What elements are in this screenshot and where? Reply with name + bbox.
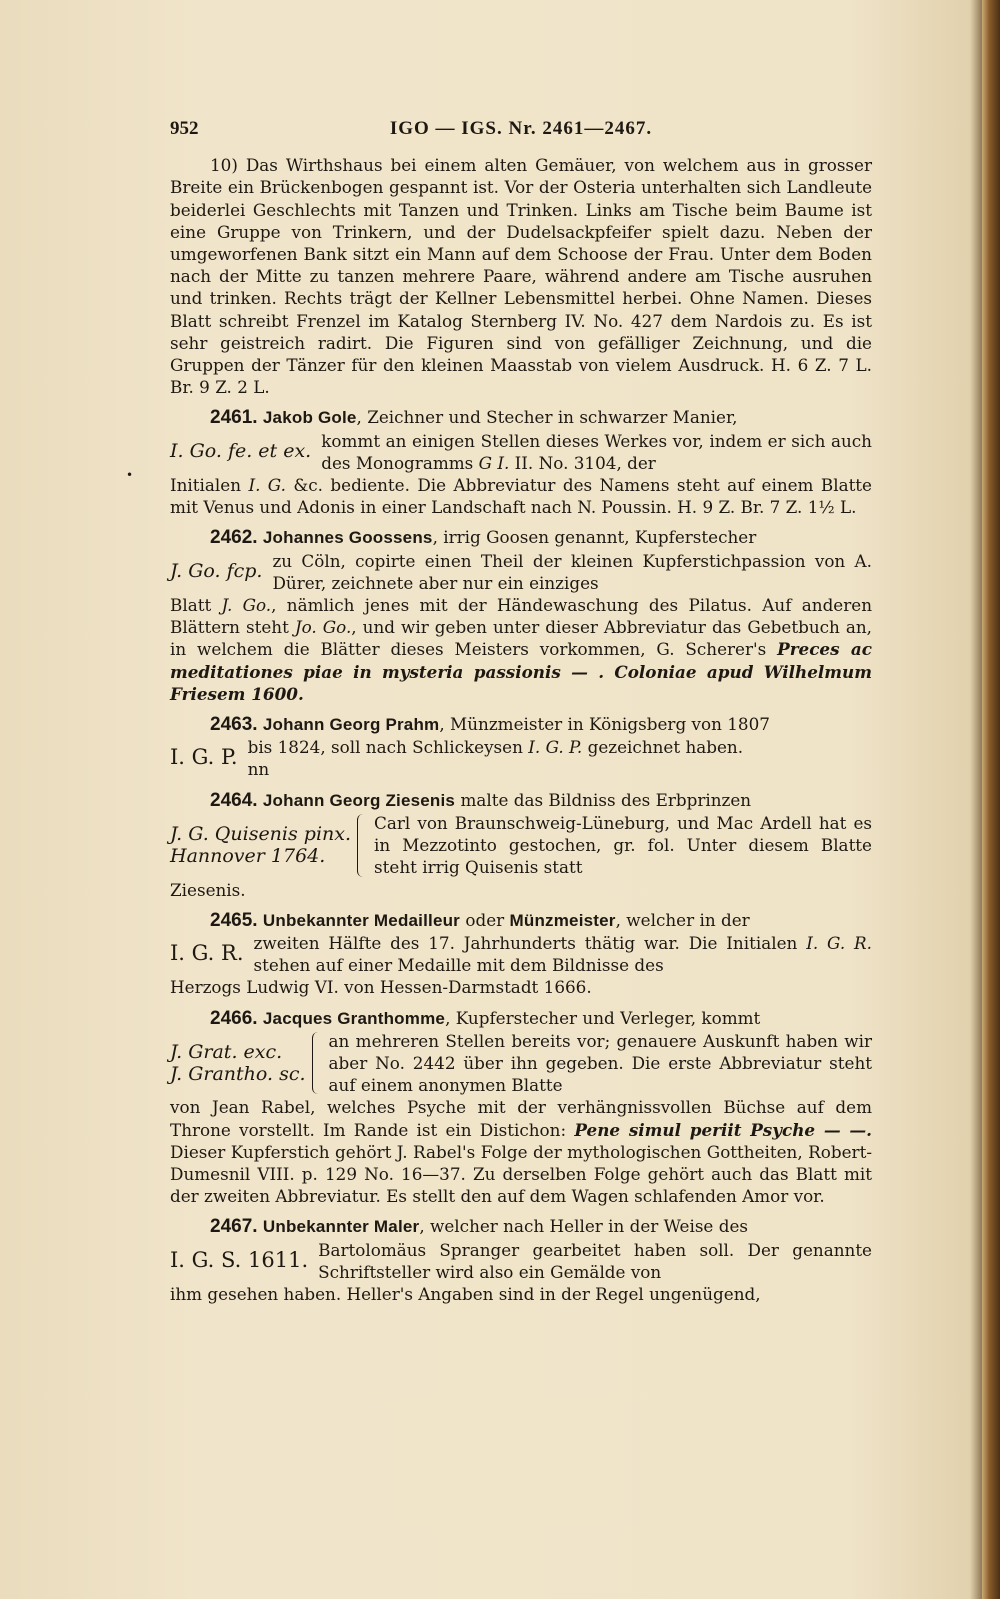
curly-brace bbox=[312, 1032, 323, 1095]
entry-number: 2461. bbox=[210, 407, 258, 429]
page-header bbox=[170, 118, 872, 140]
intro-paragraph: 10) Das Wirthshaus bei einem alten Gemäuer, von welchem aus in grosser Breite ein Brückenbogen gespannt ist. Vor der Osteria unterhalten sich Landleute beiderlei Geschlechts mit Tanzen und Trinken. Links am Tische beim Baume ist eine Gruppe von Trinkern, und der Dudelsackpfeifer spielt dazu. Neben der umgeworfenen Bank sitzt ein Mann auf dem Schoose der Frau. Unter dem Boden nach der Mitte zu tanzen mehrere Paare, während andere am Tische ausruhen und trinken. Rechts trägt der Kellner Lebensmittel herbei. Ohne Namen. Dieses Blatt schreibt Frenzel im Katalog Sternberg IV. No. 427 dem Nardois zu. Es ist sehr geistreich radirt. Die Figuren sind von gefälliger Zeichnung, und die Gruppen der Tänzer für den kleinen Maasstab von vielem Ausdruck. H. 6 Z. 7 L. Br. 9 Z. 2 L. bbox=[170, 155, 872, 398]
text-span: Dieser Kupferstich gehört J. Rabel's Folge der mythologischen Gottheiten, Robert-Dumesnil VIII. p. 129 No. 16—37. Zu derselben Folge gehört auch das Blatt mit der zweiten Abbreviatur. Es stellt den auf dem Wagen schlafenden Amor vor. bbox=[170, 1141, 872, 1207]
entry-name: Jacques Granthomme bbox=[262, 1008, 446, 1028]
entry-number: 2465. bbox=[210, 909, 258, 931]
entry-2466 bbox=[170, 1007, 872, 1208]
monogram: I. G. R. bbox=[170, 940, 244, 965]
monogram: Hannover 1764. bbox=[170, 845, 326, 868]
monogram-row bbox=[170, 736, 872, 780]
entry-heading bbox=[170, 789, 872, 812]
text-span: , nämlich jenes mit der Händewaschung des Pilatus. Auf anderen Blättern steht bbox=[170, 595, 872, 638]
text-span: &c. bediente. Die Abbreviatur des Namens steht auf einem Blatte mit Venus und Adonis in einer Landschaft nach N. Poussin. H. 9 Z. Br. 7 Z. 1½ L. bbox=[170, 475, 872, 518]
monogram: J. Grat. exc. bbox=[170, 1040, 283, 1063]
entry-heading bbox=[170, 1007, 872, 1030]
margin-mark: • bbox=[126, 468, 134, 482]
entry-name: Jakob Gole bbox=[262, 408, 357, 428]
brace-block bbox=[170, 812, 872, 879]
entry-2464 bbox=[170, 789, 872, 901]
entry-heading bbox=[170, 1215, 872, 1238]
entry-body bbox=[170, 1096, 872, 1207]
monogram-row bbox=[170, 932, 872, 976]
text-span: Blatt bbox=[170, 595, 212, 616]
text-span: kommt an einigen Stellen dieses Werkes vor, indem er sich auch des Monogramms bbox=[321, 430, 872, 473]
italic-span: I. G. P. bbox=[528, 737, 583, 758]
brace-block bbox=[170, 1030, 872, 1097]
monogram-row bbox=[170, 550, 872, 594]
monogram-group bbox=[170, 812, 357, 879]
text-span: II. No. 3104, der bbox=[514, 452, 656, 473]
entry-heading bbox=[170, 713, 872, 736]
entry-body: Ziesenis. bbox=[170, 879, 246, 900]
italic-span: I. G. R. bbox=[806, 932, 872, 953]
entry-number: 2463. bbox=[210, 714, 258, 736]
monogram-text: Bartolomäus Spranger gearbeitet haben soll. Der genannte Schriftsteller wird also ein Gemälde von bbox=[318, 1239, 872, 1282]
text-span: stehen auf einer Medaille mit dem Bildnisse des bbox=[253, 955, 664, 976]
text-span: bis 1824, soll nach Schlickeysen bbox=[247, 737, 523, 758]
entry-name-secondary: Münzmeister bbox=[509, 910, 616, 930]
monogram: J. Grantho. sc. bbox=[170, 1063, 306, 1086]
bold-italic-span: Pene simul periit Psyche — —. bbox=[574, 1119, 872, 1140]
monogram-group bbox=[170, 1030, 312, 1097]
curly-brace bbox=[357, 814, 368, 877]
italic-span: I. G. bbox=[248, 475, 286, 496]
monogram-row bbox=[170, 430, 872, 474]
brace-text: an mehreren Stellen bereits vor; genauere Auskunft haben wir aber No. 2442 über ihn gegeben. Die erste Abbreviatur steht auf einem anonymen Blatte bbox=[328, 1030, 872, 1096]
entry-name: Johannes Goossens bbox=[262, 528, 433, 548]
italic-span: Jo. Go. bbox=[294, 617, 352, 638]
text-span: nn bbox=[247, 759, 270, 780]
entry-body: ihm gesehen haben. Heller's Angaben sind in der Regel ungenügend, bbox=[170, 1283, 761, 1304]
monogram-text bbox=[248, 736, 872, 780]
entry-2462 bbox=[170, 526, 872, 705]
text-span: zweiten Hälfte des 17. Jahrhunderts thätig war. Die Initialen bbox=[253, 932, 798, 953]
text-span: Initialen bbox=[170, 475, 242, 496]
entry-heading bbox=[170, 406, 872, 429]
text-span: , und wir geben unter dieser Abbreviatur das Gebetbuch an, in welchem die Blätter dieses Meisters vorkommen, G. Scherer's bbox=[170, 617, 872, 660]
entry-number: 2462. bbox=[210, 527, 258, 549]
page-number: 952 bbox=[170, 118, 199, 139]
text-span: gezeichnet haben. bbox=[587, 737, 744, 758]
entry-line: , welcher in der bbox=[615, 909, 750, 930]
bold-italic-span: Preces ac meditationes piae in mysteria passionis — . Coloniae apud Wilhelmum Friesem 1600. bbox=[170, 639, 873, 704]
entry-line: , irrig Goosen genannt, Kupferstecher bbox=[432, 527, 757, 548]
entry-number: 2467. bbox=[210, 1216, 258, 1238]
monogram-text bbox=[254, 932, 872, 976]
entry-2461 bbox=[170, 406, 872, 518]
monogram-text bbox=[321, 430, 872, 474]
monogram-text: zu Cöln, copirte einen Theil der kleinen Kupferstichpassion von A. Dürer, zeichnete aber nur ein einziges bbox=[272, 550, 872, 593]
book-spine-edge bbox=[982, 0, 1000, 1599]
entry-line: , Zeichner und Stecher in schwarzer Manier, bbox=[356, 407, 738, 428]
entry-2467 bbox=[170, 1215, 872, 1305]
monogram: I. G. P. bbox=[170, 745, 238, 770]
running-title: IGO — IGS. Nr. 2461—2467. bbox=[389, 118, 653, 139]
entry-heading bbox=[170, 909, 872, 932]
text-span: oder bbox=[465, 909, 505, 930]
monogram: J. Go. fcp. bbox=[170, 559, 263, 582]
entry-line: , Kupferstecher und Verleger, kommt bbox=[445, 1007, 761, 1028]
entry-2463 bbox=[170, 713, 872, 781]
monogram: I. Go. fe. et ex. bbox=[170, 439, 312, 462]
entry-name: Unbekannter Maler bbox=[262, 1217, 420, 1237]
text-span: von Jean Rabel, welches Psyche mit der verhängnissvollen Büchse auf dem Throne vorstellt. Im Rande ist ein Distichon: bbox=[170, 1097, 872, 1140]
monogram: I. G. S. 1611. bbox=[170, 1247, 309, 1272]
entry-body bbox=[170, 474, 872, 518]
monogram: J. G. Quisenis pinx. bbox=[170, 822, 352, 845]
italic-span: G I. bbox=[478, 452, 510, 473]
entry-line: malte das Bildniss des Erbprinzen bbox=[460, 789, 752, 810]
page-content bbox=[170, 118, 872, 1305]
entry-name: Johann Georg Prahm bbox=[262, 715, 440, 735]
monogram-row bbox=[170, 1239, 872, 1283]
entry-name: Unbekannter Medailleur bbox=[262, 910, 461, 930]
entry-number: 2464. bbox=[210, 789, 258, 811]
entry-line: , welcher nach Heller in der Weise des bbox=[419, 1216, 748, 1237]
entry-body: Herzogs Ludwig VI. von Hessen-Darmstadt 1666. bbox=[170, 977, 592, 998]
entry-heading bbox=[170, 526, 872, 549]
entry-line: , Münzmeister in Königsberg von 1807 bbox=[439, 714, 770, 735]
entry-name: Johann Georg Ziesenis bbox=[262, 790, 456, 810]
brace-text: Carl von Braunschweig-Lüneburg, und Mac Ardell hat es in Mezzotinto gestochen, gr. fol. Unter diesem Blatte steht irrig Quisenis statt bbox=[374, 812, 872, 878]
entry-body bbox=[170, 594, 872, 705]
entry-number: 2466. bbox=[210, 1007, 258, 1029]
italic-span: J. Go. bbox=[221, 595, 272, 616]
entry-2465 bbox=[170, 909, 872, 999]
